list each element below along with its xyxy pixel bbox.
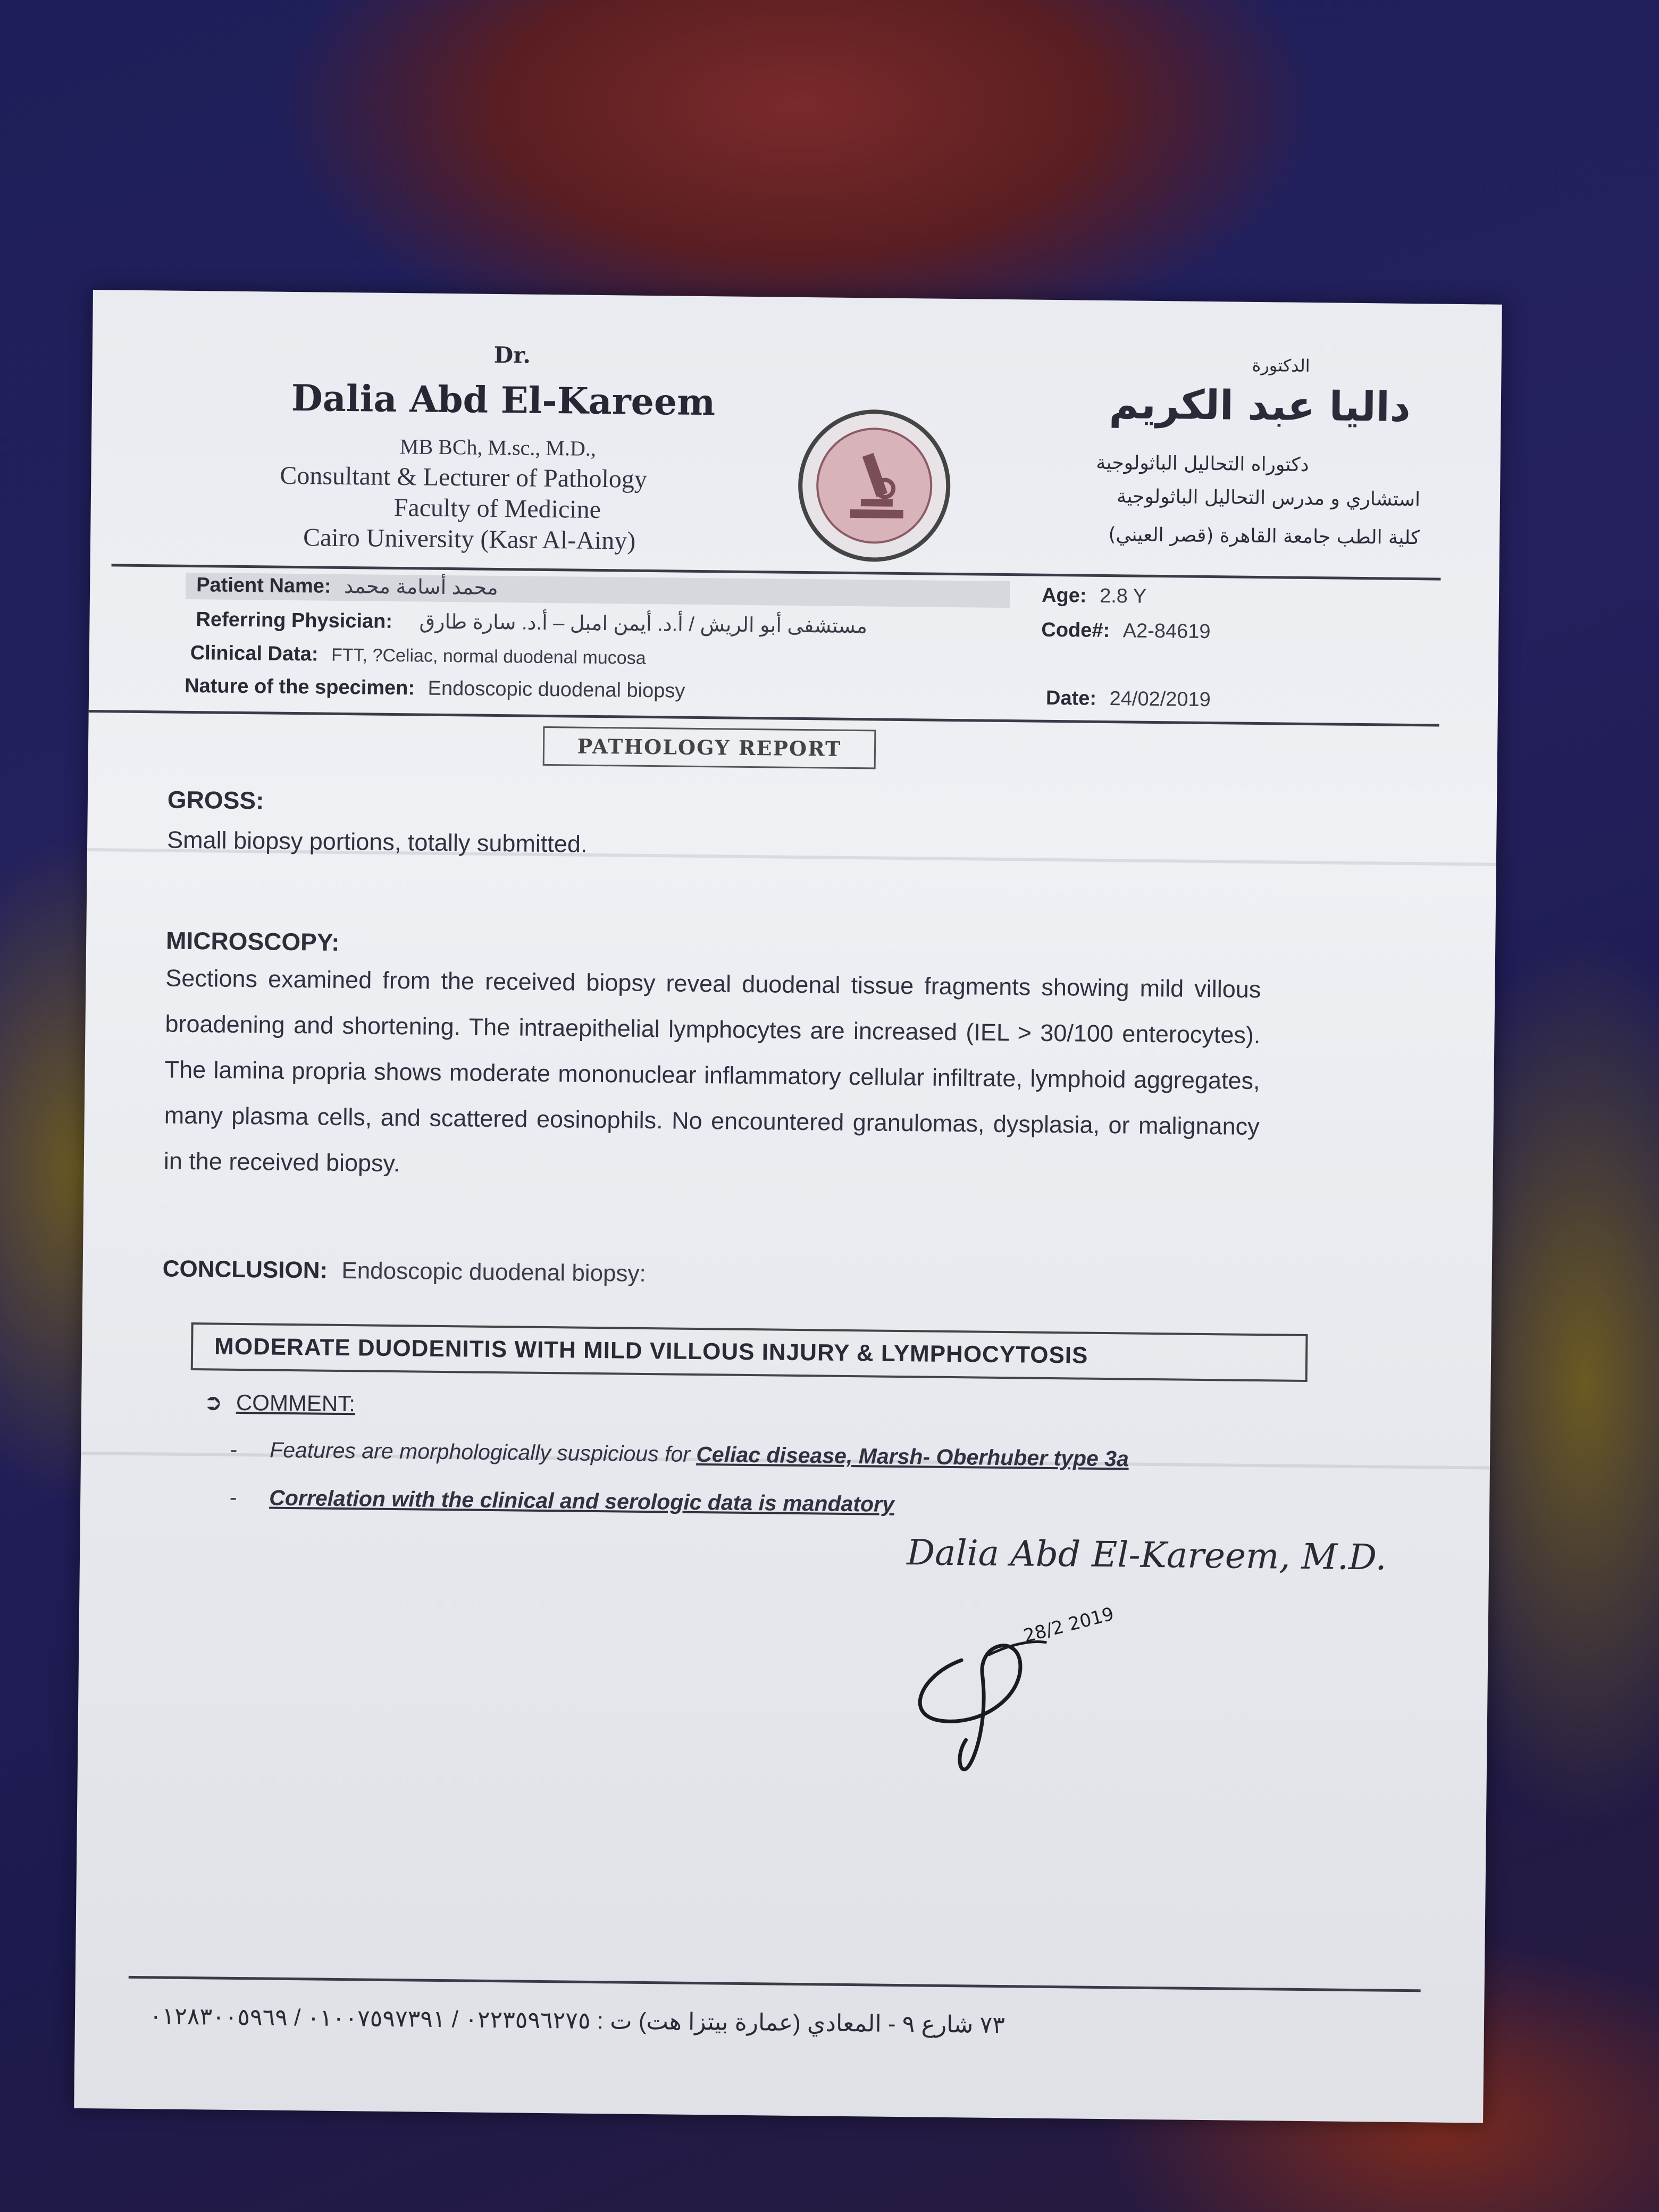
doctor-title: Consultant & Lecturer of Pathology [280, 461, 648, 493]
conclusion-row [162, 1255, 646, 1287]
age-value: 2.8 Y [1099, 584, 1147, 608]
arabic-degree: دكتوراه التحاليل الباثولوجية [1096, 451, 1309, 476]
doctor-university: Cairo University (Kasr Al-Ainy) [303, 523, 636, 555]
microscopy-heading: MICROSCOPY: [165, 926, 340, 956]
doctor-name: Dalia Abd El-Kareem [291, 376, 716, 424]
code-row [1041, 619, 1211, 643]
specimen-row [185, 675, 685, 703]
microscopy-text: Sections examined from the received biopsy reveal duodenal tissue fragments showing mild villous broadening and shortening. The intraepithelial lymphocytes are increased (IEL > 30/100 enterocytes). The lamina propria shows moderate mononuclear inflammatory cellular infiltrate, lymphoid aggregates, many plasma cells, and scattered eosinophils. No encountered granulomas, dysplasia, or malignancy in the received biopsy. [163, 964, 1261, 1177]
clinical-data-label: Clinical Data: [190, 641, 319, 666]
specimen-label: Nature of the specimen: [184, 674, 415, 700]
conclusion-heading: CONCLUSION: [162, 1255, 328, 1284]
referring-physician-value: مستشفى أبو الريش / أ.د. أيمن امبل – أ.د. سارة طارق [419, 610, 868, 638]
footer-address: ٧٣ شارع ٩ - المعادي (عمارة بيتزا هت) ت : ٠٢٢٣٥٩٦٢٧٥ / ٠١٠٠٧٥٩٧٣٩١ / ٠١٢٨٣٠٠٥٩٦٩ [149, 2003, 1006, 2039]
date-value: 24/02/2019 [1109, 688, 1211, 711]
clinical-data-value: FTT, ?Celiac, normal duodenal mucosa [331, 644, 646, 668]
arabic-doctor-prefix: الدكتورة [1252, 355, 1310, 376]
doctor-faculty: Faculty of Medicine [393, 493, 601, 524]
comment-item-1-emphasis: Celiac disease, Marsh- Oberhuber type 3a [696, 1442, 1129, 1471]
comment-dash: - [229, 1485, 237, 1510]
handwritten-date: 28/2 2019 [1021, 1603, 1116, 1647]
conclusion-text: Endoscopic duodenal biopsy: [341, 1257, 647, 1287]
comment-heading: COMMENT: [236, 1389, 356, 1417]
conclusion-box: MODERATE DUODENITIS WITH MILD VILLOUS INJURY & LYMPHOCYTOSIS [191, 1322, 1308, 1382]
referring-physician-row [196, 607, 867, 638]
specimen-value: Endoscopic duodenal biopsy [428, 677, 685, 702]
footer-divider [129, 1976, 1421, 1992]
comment-dash: - [229, 1437, 238, 1462]
code-label: Code#: [1041, 618, 1110, 642]
arrow-icon: ➲ [203, 1389, 223, 1415]
comment-item-2-text: Correlation with the clinical and serologic data is mandatory [269, 1485, 895, 1516]
date-row [1046, 687, 1211, 711]
age-label: Age: [1041, 584, 1087, 607]
comment-item-1 [230, 1437, 1129, 1472]
comment-item-1-text: Features are morphologically suspicious for [269, 1437, 697, 1467]
arabic-university: كلية الطب جامعة القاهرة (قصر العيني) [1108, 524, 1420, 549]
gross-text: Small biopsy portions, totally submitted. [166, 826, 588, 858]
date-label: Date: [1045, 686, 1097, 710]
comment-heading-row [204, 1389, 355, 1417]
doctor-prefix: Dr. [493, 341, 531, 368]
handwritten-signature [896, 1596, 1175, 1790]
doctor-degrees: MB BCh, M.sc., M.D., [399, 434, 597, 460]
clinical-data-row [190, 642, 646, 669]
referring-physician-label: Referring Physician: [196, 608, 393, 633]
gross-heading: GROSS: [167, 785, 264, 815]
arabic-title: استشاري و مدرس التحاليل الباثولوجية [1116, 485, 1421, 511]
patient-name-row [196, 573, 498, 600]
report-title: PATHOLOGY REPORT [543, 726, 876, 769]
report-paper [74, 290, 1502, 2123]
microscope-logo-icon [798, 409, 951, 563]
arabic-doctor-name: داليا عبد الكريم [1109, 380, 1411, 431]
age-row [1042, 584, 1147, 608]
code-value: A2-84619 [1122, 619, 1211, 643]
signature-name: Dalia Abd El-Kareem, M.D. [906, 1532, 1387, 1578]
comment-item-2 [229, 1485, 894, 1517]
info-divider [89, 710, 1439, 727]
patient-name-label: Patient Name: [196, 574, 331, 598]
patient-name-value: محمد أسامة محمد [343, 575, 498, 600]
